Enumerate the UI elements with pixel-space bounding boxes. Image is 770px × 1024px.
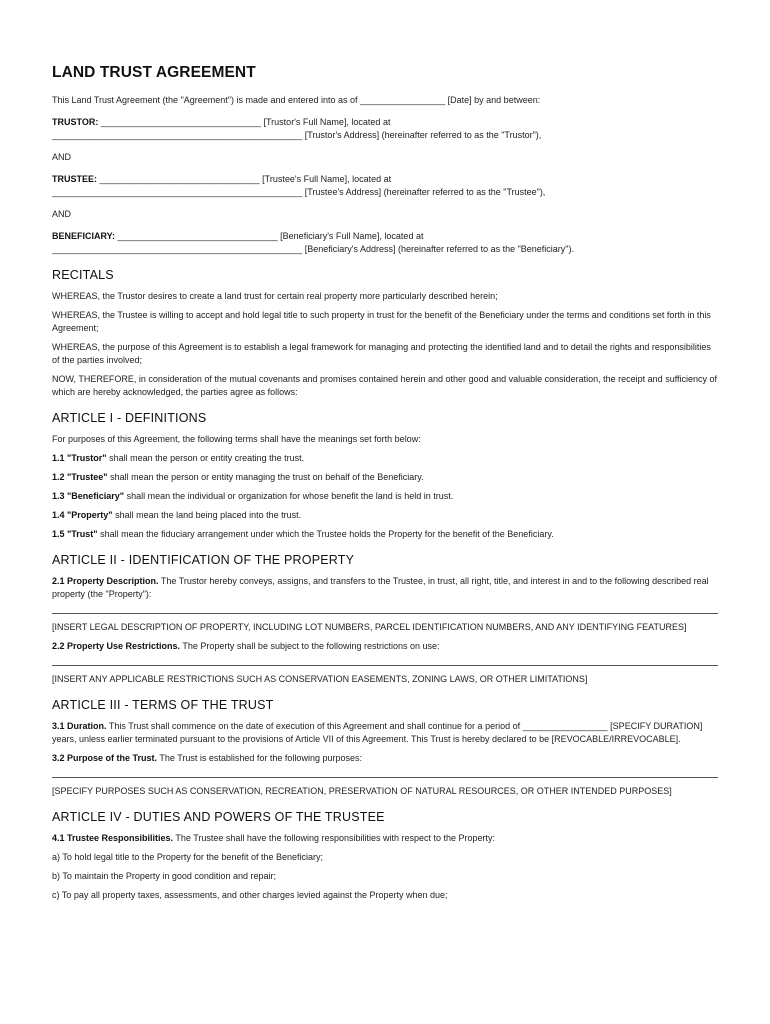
fill-in-line xyxy=(52,777,718,779)
definition-item xyxy=(52,509,720,522)
recital-paragraph: WHEREAS, the purpose of this Agreement is to establish a legal framework for managing and protecting the identified land and to detail the rights and responsibilities of the parties involved; xyxy=(52,342,711,365)
property-description-placeholder: [INSERT LEGAL DESCRIPTION OF PROPERTY, INCLUDING LOT NUMBERS, PARCEL IDENTIFICATION NUMBERS, AND ANY IDENTIFYING FEATURES] xyxy=(52,622,687,632)
definition-item xyxy=(52,452,720,465)
definition-item xyxy=(52,471,720,484)
recital-paragraph: WHEREAS, the Trustor desires to create a land trust for certain real property more particularly described herein; xyxy=(52,291,498,301)
trustee-label: TRUSTEE: xyxy=(52,174,97,184)
section-label: 3.2 Purpose of the Trust. xyxy=(52,753,158,763)
trustee-address-line: __________________________________________________ [Trustee's Address] (hereinafter referred to as the "Trustee"), xyxy=(52,187,546,197)
recitals-heading: RECITALS xyxy=(52,268,114,282)
trustor-label: TRUSTOR: xyxy=(52,117,99,127)
definition-term: 1.3 "Beneficiary" xyxy=(52,491,125,501)
article-4-heading: ARTICLE IV - DUTIES AND POWERS OF THE TRUSTEE xyxy=(52,810,385,824)
definition-text: shall mean the individual or organization for whose benefit the land is held in trust. xyxy=(124,491,454,501)
section-4-1 xyxy=(52,832,720,845)
section-3-2 xyxy=(52,752,720,765)
section-text: The Property shall be subject to the following restrictions on use: xyxy=(180,641,440,651)
trustor-line xyxy=(52,116,720,129)
document-body xyxy=(52,64,720,908)
duty-item: b) To maintain the Property in good condition and repair; xyxy=(52,871,276,881)
definition-text: shall mean the land being placed into the trust. xyxy=(112,510,302,520)
document-title: LAND TRUST AGREEMENT xyxy=(52,64,256,81)
article-1-heading: ARTICLE I - DEFINITIONS xyxy=(52,411,207,425)
definition-text: shall mean the person or entity managing the trust on behalf of the Beneficiary. xyxy=(107,472,424,482)
section-text: The Trust is established for the following purposes: xyxy=(157,753,362,763)
section-2-1 xyxy=(52,575,720,601)
fill-in-line xyxy=(52,613,718,615)
definition-term: 1.4 "Property" xyxy=(52,510,113,520)
section-text: The Trustee shall have the following responsibilities with respect to the Property: xyxy=(173,833,496,843)
definition-term: 1.5 "Trust" xyxy=(52,529,98,539)
and-separator: AND xyxy=(52,152,72,162)
beneficiary-line xyxy=(52,230,720,243)
section-text: This Trust shall commence on the date of execution of this Agreement and shall continue for a period of _________________ [SPECIFY DURATION] years, unless earlier terminated pursuant to the provisions of Article VII of this Agreement. This Trust is hereby declared to be [REVOCABLE/IRREVOCABLE]. xyxy=(52,721,703,744)
section-label: 4.1 Trustee Responsibilities. xyxy=(52,833,174,843)
definition-term: 1.2 "Trustee" xyxy=(52,472,108,482)
fill-in-line xyxy=(52,665,718,667)
article-3-heading: ARTICLE III - TERMS OF THE TRUST xyxy=(52,698,274,712)
section-text: The Trustor hereby conveys, assigns, and transfers to the Trustee, in trust, all right, title, and interest in and to the following described real property (the "Property"): xyxy=(52,576,709,599)
and-separator: AND xyxy=(52,209,72,219)
section-3-1 xyxy=(52,720,720,746)
trustor-name-blank: ________________________________ [Trustor's Full Name], located at xyxy=(98,117,391,127)
trustee-line xyxy=(52,173,720,186)
definition-text: shall mean the fiduciary arrangement under which the Trustee holds the Property for the benefit of the Beneficiary. xyxy=(97,529,554,539)
section-label: 2.2 Property Use Restrictions. xyxy=(52,641,181,651)
intro-paragraph: This Land Trust Agreement (the "Agreement") is made and entered into as of _________________ [Date] by and between: xyxy=(52,95,541,105)
section-label: 3.1 Duration. xyxy=(52,721,107,731)
beneficiary-address-line: __________________________________________________ [Beneficiary's Address] (hereinafter referred to as the "Beneficiary"). xyxy=(52,244,574,254)
definition-item xyxy=(52,490,720,503)
trustor-address-line: __________________________________________________ [Trustor's Address] (hereinafter referred to as the "Trustor"), xyxy=(52,130,542,140)
definitions-intro: For purposes of this Agreement, the following terms shall have the meanings set forth below: xyxy=(52,434,421,444)
duty-item: c) To pay all property taxes, assessments, and other charges levied against the Property when due; xyxy=(52,890,448,900)
purposes-placeholder: [SPECIFY PURPOSES SUCH AS CONSERVATION, RECREATION, PRESERVATION OF NATURAL RESOURCES, OR OTHER INTENDED PURPOSES] xyxy=(52,786,672,796)
beneficiary-label: BENEFICIARY: xyxy=(52,231,115,241)
definition-term: 1.1 "Trustor" xyxy=(52,453,107,463)
section-label: 2.1 Property Description. xyxy=(52,576,159,586)
beneficiary-name-blank: ________________________________ [Beneficiary's Full Name], located at xyxy=(115,231,424,241)
definition-text: shall mean the person or entity creating the trust. xyxy=(106,453,305,463)
trustee-name-blank: ________________________________ [Trustee's Full Name], located at xyxy=(97,174,392,184)
recital-paragraph: NOW, THEREFORE, in consideration of the mutual covenants and promises contained herein and other good and valuable consideration, the receipt and sufficiency of which are hereby acknowledged, the parties agree as follows: xyxy=(52,374,718,397)
article-2-heading: ARTICLE II - IDENTIFICATION OF THE PROPERTY xyxy=(52,553,355,567)
section-2-2 xyxy=(52,640,720,653)
use-restrictions-placeholder: [INSERT ANY APPLICABLE RESTRICTIONS SUCH AS CONSERVATION EASEMENTS, ZONING LAWS, OR OTHER LIMITATIONS] xyxy=(52,674,588,684)
definition-item xyxy=(52,528,720,541)
recital-paragraph: WHEREAS, the Trustee is willing to accept and hold legal title to such property in trust for the benefit of the Beneficiary under the terms and conditions set forth in this Agreement; xyxy=(52,310,711,333)
duty-item: a) To hold legal title to the Property for the benefit of the Beneficiary; xyxy=(52,852,323,862)
